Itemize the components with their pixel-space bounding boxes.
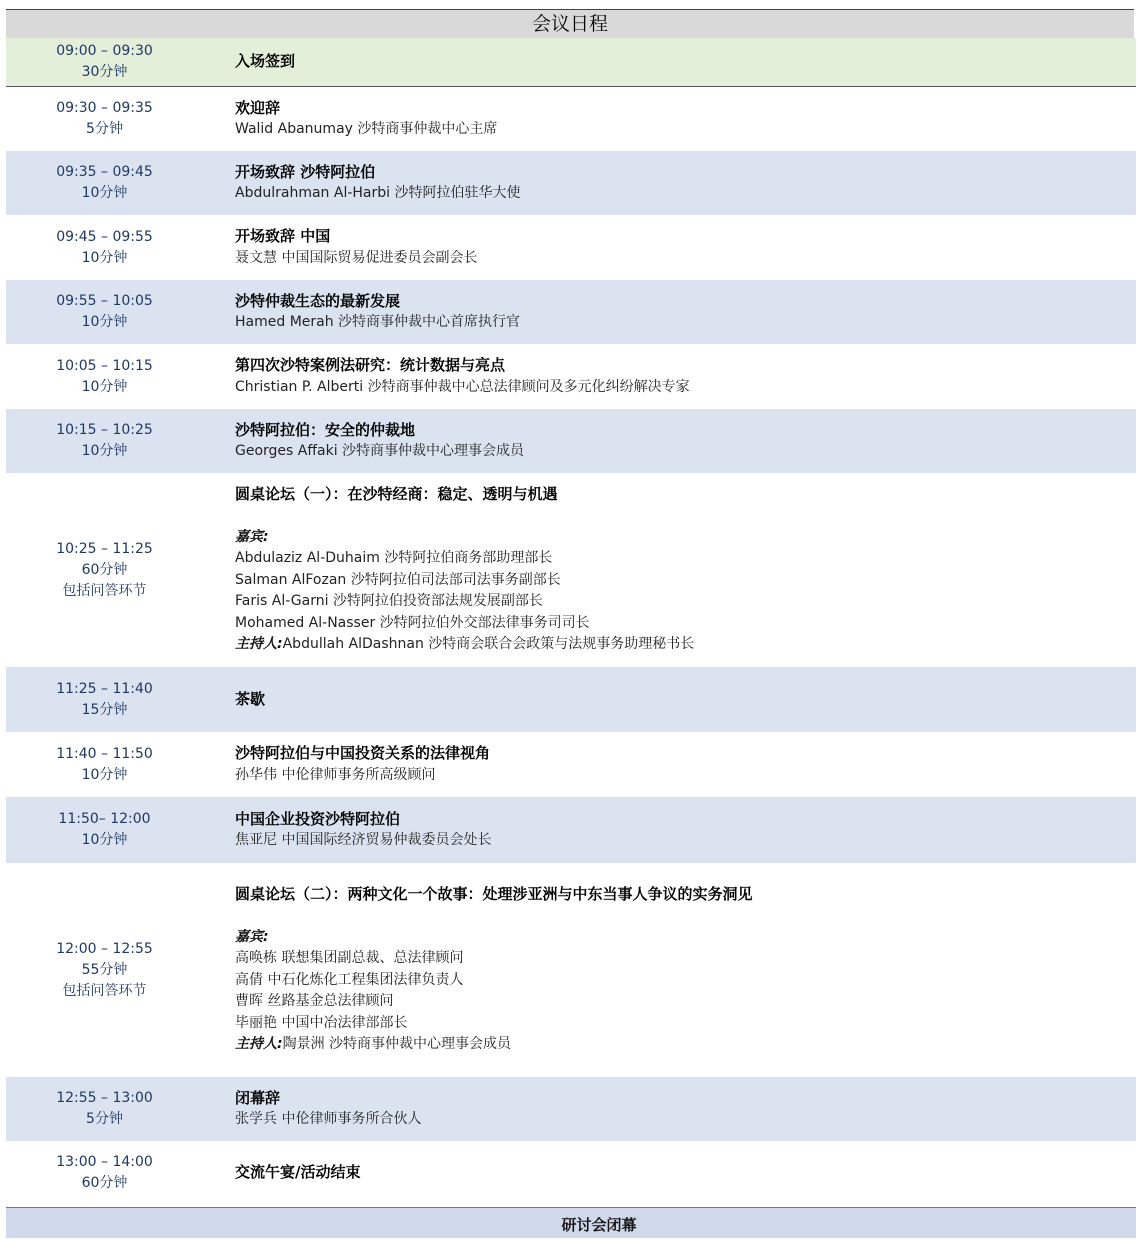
guests-label: 嘉宾:	[235, 928, 269, 945]
time-range: 11:25 – 11:40	[56, 680, 153, 697]
session-cell	[235, 667, 1132, 732]
agenda-row-legal-perspective	[6, 732, 1136, 797]
session-speaker: 孙华伟 中伦律师事务所高级顾问	[235, 766, 436, 783]
time-duration: 55分钟	[81, 961, 128, 978]
guest-item: Mohamed Al-Nasser 沙特阿拉伯外交部法律事务司司长	[235, 614, 590, 631]
session-speaker: Hamed Merah 沙特商事仲裁中心首席执行官	[235, 314, 521, 330]
session-cell	[235, 1077, 1132, 1141]
session-cell	[235, 1141, 1132, 1205]
time-cell	[6, 732, 203, 797]
time-cell	[6, 87, 203, 151]
session-title: 入场签到	[235, 52, 296, 71]
guest-item: 高倩 中石化炼化工程集团法律负责人	[235, 971, 464, 988]
time-range: 10:05 – 10:15	[56, 357, 153, 374]
guest-item: 毕丽艳 中国中冶法律部部长	[235, 1014, 408, 1031]
session-title: 闭幕辞	[235, 1088, 281, 1107]
time-range: 09:45 – 09:55	[56, 228, 153, 245]
time-duration: 30分钟	[81, 64, 128, 80]
agenda-row-lunch	[6, 1141, 1136, 1205]
session-title: 沙特阿拉伯与中国投资关系的法律视角	[235, 744, 491, 762]
session-cell	[235, 280, 1132, 344]
session-title: 交流午宴/活动结束	[235, 1163, 361, 1182]
session-cell	[235, 732, 1132, 797]
time-range: 11:40 – 11:50	[56, 745, 153, 762]
time-cell	[6, 863, 203, 1077]
session-title: 沙特仲裁生态的最新发展	[235, 291, 401, 310]
session-speaker: Christian P. Alberti 沙特商事仲裁中心总法律顾问及多元化纠纷解决专家	[235, 378, 690, 395]
time-duration: 10分钟	[81, 832, 128, 848]
time-cell	[6, 409, 203, 473]
session-cell	[235, 151, 1132, 215]
time-note: 包括问答环节	[62, 982, 147, 999]
session-speaker: 聂文慧 中国国际贸易促进委员会副会长	[235, 249, 478, 266]
session-cell	[235, 215, 1132, 280]
time-duration: 10分钟	[81, 249, 128, 266]
footer-label: 研讨会闭幕	[561, 1216, 637, 1234]
time-range: 13:00 – 14:00	[56, 1154, 153, 1170]
host-line	[235, 634, 1132, 656]
session-title: 第四次沙特案例法研究：统计数据与亮点	[235, 356, 506, 374]
time-range: 09:55 – 10:05	[56, 293, 153, 309]
guest-item: Faris Al-Garni 沙特阿拉伯投资部法规发展副部长	[235, 593, 543, 610]
session-title: 圆桌论坛（一）：在沙特经商：稳定、透明与机遇	[235, 485, 558, 504]
session-speaker: 焦亚尼 中国国际经济贸易仲裁委员会处长	[235, 832, 492, 848]
guest-item: 曹晖 丝路基金总法律顾问	[235, 993, 394, 1010]
time-duration: 5分钟	[86, 1111, 123, 1127]
agenda-row-panel-1	[6, 473, 1136, 667]
time-cell	[6, 473, 203, 667]
agenda-row-tea-break	[6, 667, 1136, 732]
agenda-row-checkin	[6, 38, 1136, 87]
host-name: 陶景洲 沙特商事仲裁中心理事会成员	[282, 1036, 512, 1053]
time-range: 10:15 – 10:25	[56, 422, 153, 438]
session-cell	[235, 38, 1132, 86]
guest-item: Abdulaziz Al-Duhaim 沙特阿拉伯商务部助理部长	[235, 550, 553, 567]
time-duration: 15分钟	[81, 701, 128, 718]
guest-item: 高唤栋 联想集团副总裁、总法律顾问	[235, 950, 464, 967]
agenda-row-panel-2	[6, 863, 1136, 1077]
time-cell	[6, 1141, 203, 1205]
session-title: 圆桌论坛（二）：两种文化一个故事：处理涉亚洲与中东当事人争议的实务洞见	[235, 885, 753, 904]
time-duration: 10分钟	[81, 766, 128, 783]
session-title: 开场致辞 中国	[235, 227, 331, 245]
agenda-row-closing-remarks	[6, 1077, 1136, 1141]
time-cell	[6, 151, 203, 215]
host-label: 主持人:	[235, 636, 283, 653]
agenda-row-safe-seat	[6, 409, 1136, 473]
time-duration: 10分钟	[81, 185, 128, 201]
time-duration: 10分钟	[81, 314, 128, 330]
host-name: Abdullah AlDashnan 沙特商会联合会政策与法规事务助理秘书长	[282, 636, 695, 653]
time-range: 09:35 – 09:45	[56, 164, 153, 180]
guests-label: 嘉宾:	[235, 528, 269, 545]
time-range: 11:50– 12:00	[58, 811, 151, 827]
agenda-row-welcome	[6, 87, 1136, 151]
time-cell	[6, 280, 203, 344]
time-cell	[6, 667, 203, 732]
host-line	[235, 1034, 1132, 1056]
session-cell	[235, 797, 1132, 863]
time-range: 12:55 – 13:00	[56, 1090, 153, 1106]
time-range: 09:00 – 09:30	[56, 43, 153, 59]
session-cell	[235, 409, 1132, 473]
time-cell	[6, 797, 203, 863]
host-label: 主持人:	[235, 1036, 283, 1053]
session-speaker: Georges Affaki 沙特商事仲裁中心理事会成员	[235, 443, 525, 459]
agenda-footer	[6, 1207, 1136, 1238]
session-title: 茶歇	[235, 689, 266, 708]
session-cell	[235, 473, 1132, 667]
time-range: 09:30 – 09:35	[56, 100, 153, 116]
session-title: 中国企业投资沙特阿拉伯	[235, 809, 401, 828]
time-cell	[6, 215, 203, 280]
agenda-header	[6, 9, 1134, 39]
agenda-row-arbitration-ecosystem	[6, 280, 1136, 344]
time-duration: 10分钟	[81, 443, 128, 459]
agenda-row-opening-saudi	[6, 151, 1136, 215]
session-title: 欢迎辞	[235, 98, 281, 117]
session-title: 开场致辞 沙特阿拉伯	[235, 162, 376, 181]
guest-item: Salman AlFozan 沙特阿拉伯司法部司法事务副部长	[235, 571, 561, 588]
session-cell	[235, 344, 1132, 409]
session-speaker: Walid Abanumay 沙特商事仲裁中心主席	[235, 121, 498, 137]
agenda-row-chinese-investment	[6, 797, 1136, 863]
time-duration: 5分钟	[86, 121, 123, 137]
session-title: 沙特阿拉伯：安全的仲裁地	[235, 420, 416, 439]
agenda-title: 会议日程	[531, 13, 608, 35]
time-range: 10:25 – 11:25	[56, 540, 153, 557]
time-cell	[6, 1077, 203, 1141]
agenda-row-case-law	[6, 344, 1136, 409]
time-range: 12:00 – 12:55	[56, 940, 153, 957]
time-cell	[6, 38, 203, 86]
session-cell	[235, 863, 1132, 1077]
session-cell	[235, 87, 1132, 151]
session-speaker: Abdulrahman Al-Harbi 沙特阿拉伯驻华大使	[235, 185, 521, 201]
session-speaker: 张学兵 中伦律师事务所合伙人	[235, 1111, 422, 1127]
time-cell	[6, 344, 203, 409]
time-duration: 60分钟	[81, 1175, 128, 1191]
time-duration: 10分钟	[81, 378, 128, 395]
time-note: 包括问答环节	[62, 582, 147, 599]
time-duration: 60分钟	[81, 561, 128, 578]
agenda-row-opening-china	[6, 215, 1136, 280]
